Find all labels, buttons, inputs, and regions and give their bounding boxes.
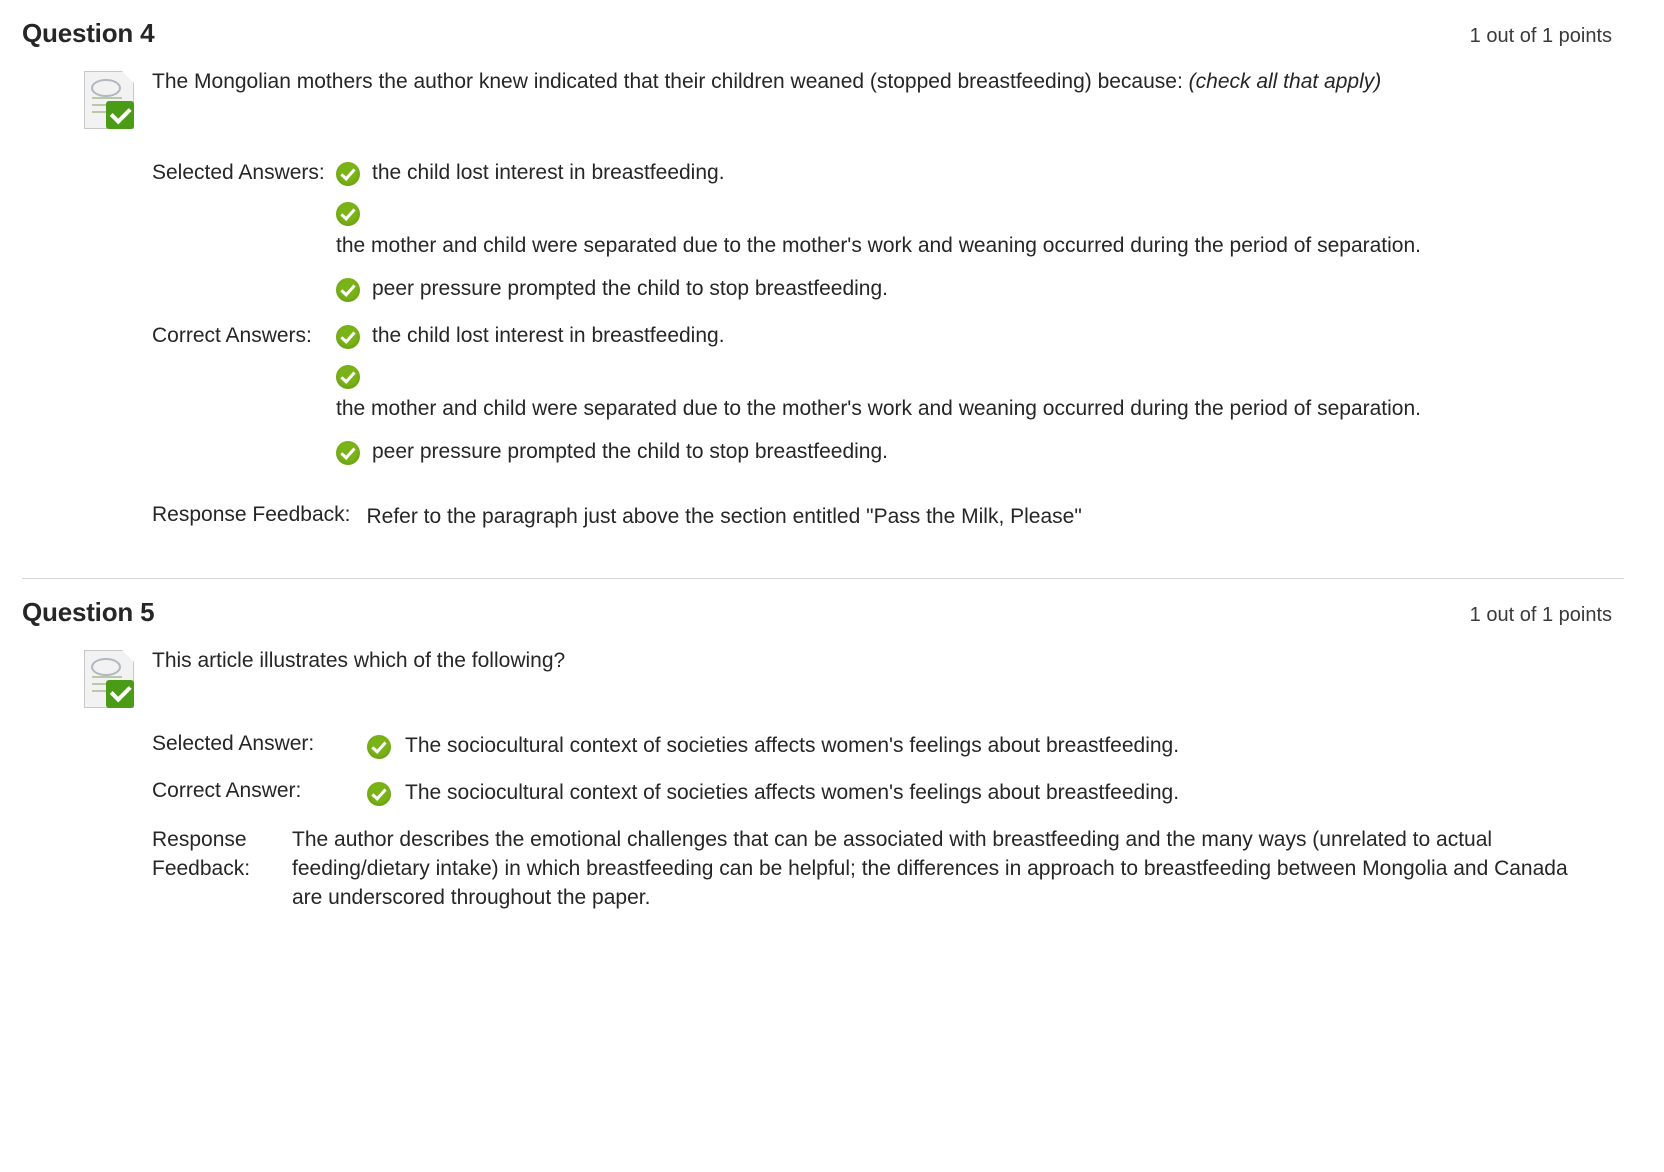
question-4-feedback	[152, 503, 1624, 532]
response-feedback-label: Response Feedback:	[152, 827, 251, 880]
question-5-correct-answer-row	[152, 779, 1624, 808]
response-feedback-text: Refer to the paragraph just above the section entitled "Pass the Milk, Please"	[366, 504, 1082, 528]
question-4-answers	[22, 159, 1624, 532]
question-block-5	[0, 579, 1664, 953]
selected-answer-label: Selected Answer:	[152, 731, 315, 755]
answer-text: The sociocultural context of societies affects women's feelings about breastfeeding.	[405, 733, 1180, 757]
answer-text: the mother and child were separated due to the mother's work and weaning occurred during the period of separation.	[336, 233, 1421, 257]
answer-item	[336, 365, 1624, 424]
answer-text: peer pressure prompted the child to stop breastfeeding.	[372, 439, 888, 463]
question-4-body	[22, 67, 1624, 133]
correct-answers-label: Correct Answers:	[152, 323, 312, 347]
answer-item	[336, 275, 1624, 304]
question-5-answers	[22, 732, 1624, 913]
response-feedback-label: Response Feedback:	[152, 502, 351, 526]
question-4-prompt-italic: (check all that apply)	[1188, 70, 1382, 93]
question-4-prompt-main: The Mongolian mothers the author knew indicated that their children weaned (stopped breastfeeding) because:	[152, 70, 1183, 93]
question-5-feedback	[152, 826, 1624, 913]
question-5-header	[22, 579, 1624, 628]
correct-answer-label: Correct Answer:	[152, 778, 302, 802]
green-check-badge-icon	[106, 101, 134, 129]
correct-check-icon	[336, 162, 360, 186]
green-check-badge-icon	[106, 680, 134, 708]
selected-answers-list	[336, 159, 1624, 318]
answer-item	[336, 202, 1624, 261]
answer-text: The sociocultural context of societies affects women's feelings about breastfeeding.	[405, 780, 1180, 804]
question-5-prompt: This article illustrates which of the following?	[152, 648, 566, 672]
correct-check-icon	[367, 735, 391, 759]
correct-check-icon	[336, 278, 360, 302]
correct-check-icon	[367, 782, 391, 806]
correct-check-icon	[336, 365, 360, 389]
selected-answers-label: Selected Answers:	[152, 161, 325, 184]
question-document-icon	[80, 648, 144, 712]
answer-text: the mother and child were separated due to the mother's work and weaning occurred during the period of separation.	[336, 396, 1421, 420]
question-5-points: 1 out of 1 points	[1469, 603, 1612, 626]
answer-item	[336, 438, 1624, 467]
question-4-title: Question 4	[22, 18, 155, 48]
correct-answers-list	[336, 322, 1624, 481]
question-4-header	[22, 0, 1624, 49]
question-5-title: Question 5	[22, 596, 155, 627]
correct-check-icon	[336, 441, 360, 465]
answer-item	[336, 159, 1624, 188]
answer-item	[336, 322, 1624, 351]
question-5-body	[22, 646, 1624, 712]
answer-text: the child lost interest in breastfeeding.	[372, 323, 725, 347]
question-block-4	[0, 0, 1664, 579]
correct-check-icon	[336, 202, 360, 226]
correct-check-icon	[336, 325, 360, 349]
answer-text: the child lost interest in breastfeeding.	[372, 161, 725, 184]
question-4-correct-answers-row	[152, 322, 1624, 481]
question-5-selected-answer-row	[152, 732, 1624, 761]
question-document-icon	[80, 69, 144, 133]
question-4-selected-answers-row	[152, 159, 1624, 318]
question-4-prompt	[144, 67, 1381, 97]
response-feedback-text: The author describes the emotional challenges that can be associated with breastfeeding and the many ways (unrelated to actual feeding/dietary intake) in which breastfeeding can be helpful; the differences in approach to breastfeeding between Mongolia and Canada are underscored throughout the paper.	[292, 827, 1568, 909]
question-4-points: 1 out of 1 points	[1469, 25, 1612, 47]
answer-text: peer pressure prompted the child to stop breastfeeding.	[372, 276, 888, 300]
